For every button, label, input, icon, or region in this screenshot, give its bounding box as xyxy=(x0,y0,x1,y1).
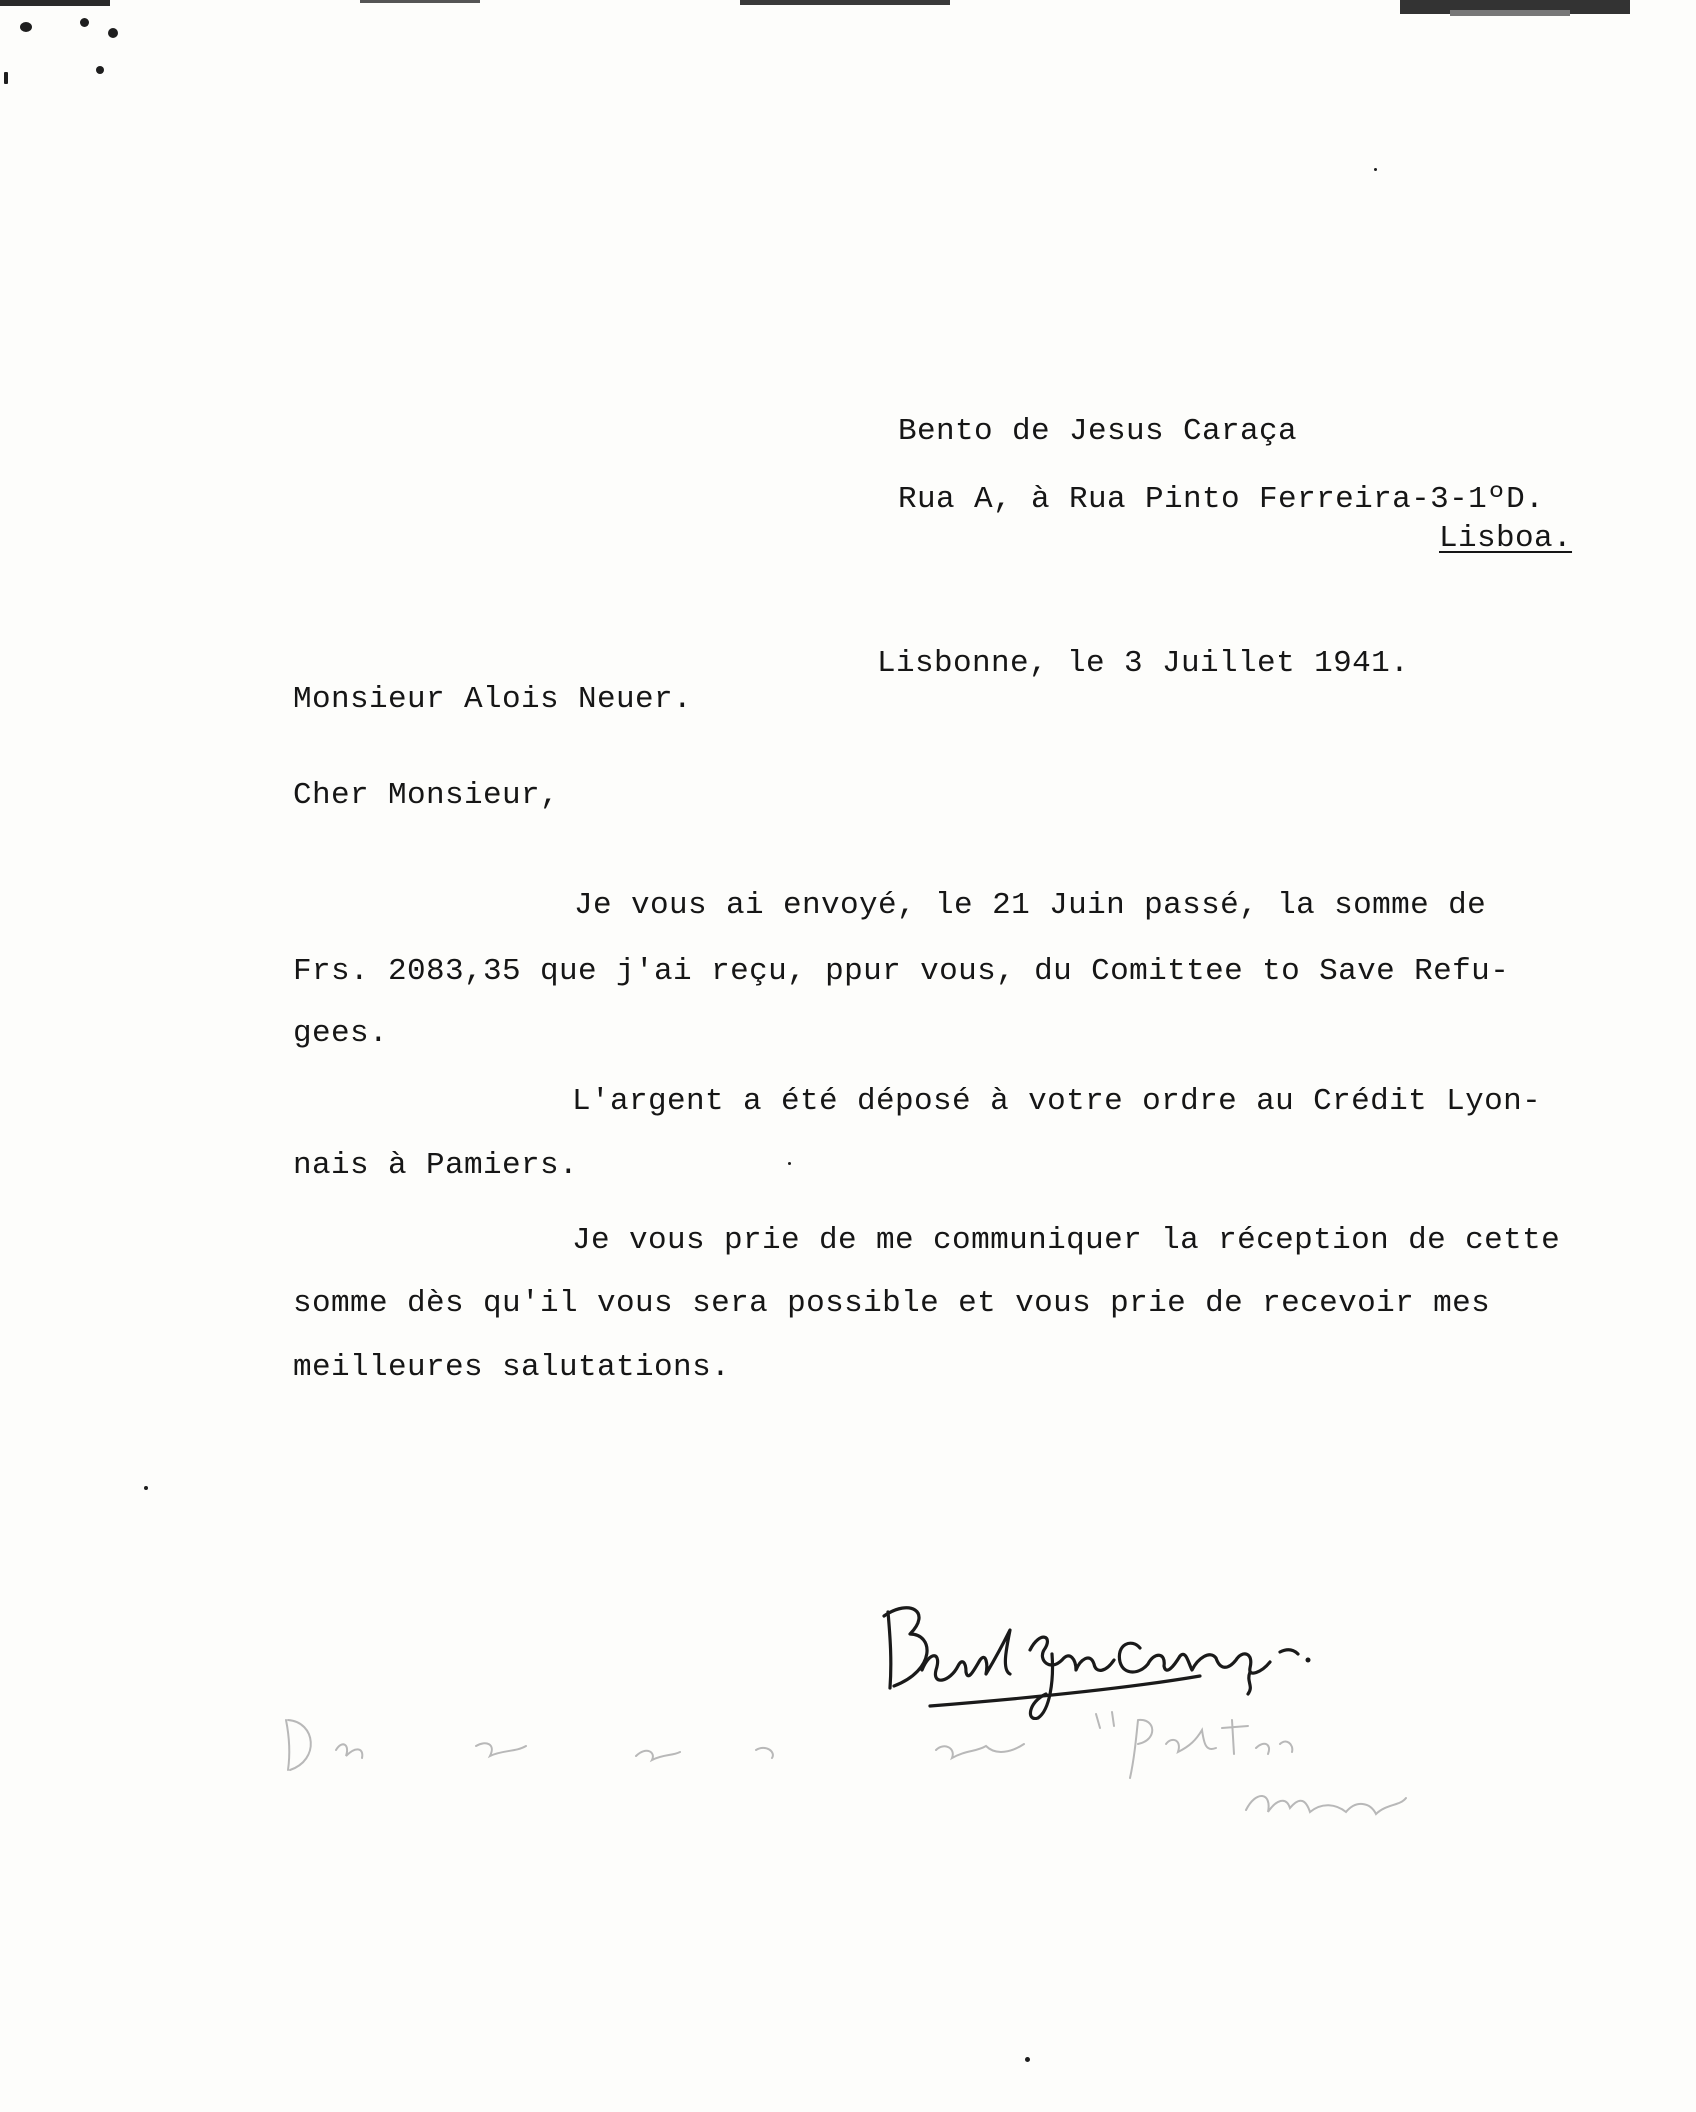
scan-speck xyxy=(1374,168,1377,171)
paragraph-2-line-2: nais à Pamiers. xyxy=(293,1148,579,1183)
paragraph-2-line-1: L'argent a été déposé à votre ordre au Crédit Lyon- xyxy=(572,1084,1542,1119)
letter-date: Lisbonne, le 3 Juillet 1941. xyxy=(877,646,1410,681)
paragraph-1-line-1: Je vous ai envoyé, le 21 Juin passé, la somme de xyxy=(574,888,1487,923)
signature xyxy=(870,1590,1350,1720)
recipient-name: Monsieur Alois Neuer. xyxy=(293,682,693,717)
sender-address: Rua A, à Rua Pinto Ferreira-3-1ºD. xyxy=(898,482,1545,517)
paragraph-1-line-2: Frs. 2083,35 que j'ai reçu, ppur vous, du Comittee to Save Refu- xyxy=(293,954,1510,989)
paragraph-3-line-1: Je vous prie de me communiquer la réception de cette xyxy=(572,1223,1561,1258)
pencil-note xyxy=(276,1700,1576,1860)
scan-edge-noise xyxy=(0,0,1696,22)
scan-speck xyxy=(80,18,89,27)
scan-speck xyxy=(4,72,8,84)
pencil-note-line-1 xyxy=(276,1700,525,1734)
scan-speck xyxy=(144,1486,148,1490)
paragraph-1-line-3: gees. xyxy=(293,1016,389,1051)
scan-speck xyxy=(96,66,104,74)
paragraph-3-line-2: somme dès qu'il vous sera possible et vous prie de recevoir mes xyxy=(293,1286,1491,1321)
scan-speck xyxy=(788,1162,791,1165)
signature-text xyxy=(880,1600,888,1601)
salutation: Cher Monsieur, xyxy=(293,778,560,813)
scan-speck xyxy=(20,22,32,32)
pencil-note-line-2 xyxy=(1236,1780,1364,1814)
scan-speck xyxy=(1025,2057,1030,2062)
paragraph-3-line-3: meilleures salutations. xyxy=(293,1350,731,1385)
pencil-note-strokes xyxy=(276,1700,1576,1860)
sender-city: Lisboa. xyxy=(1439,521,1573,556)
scan-speck xyxy=(108,28,118,38)
sender-name: Bento de Jesus Caraça xyxy=(898,414,1298,449)
